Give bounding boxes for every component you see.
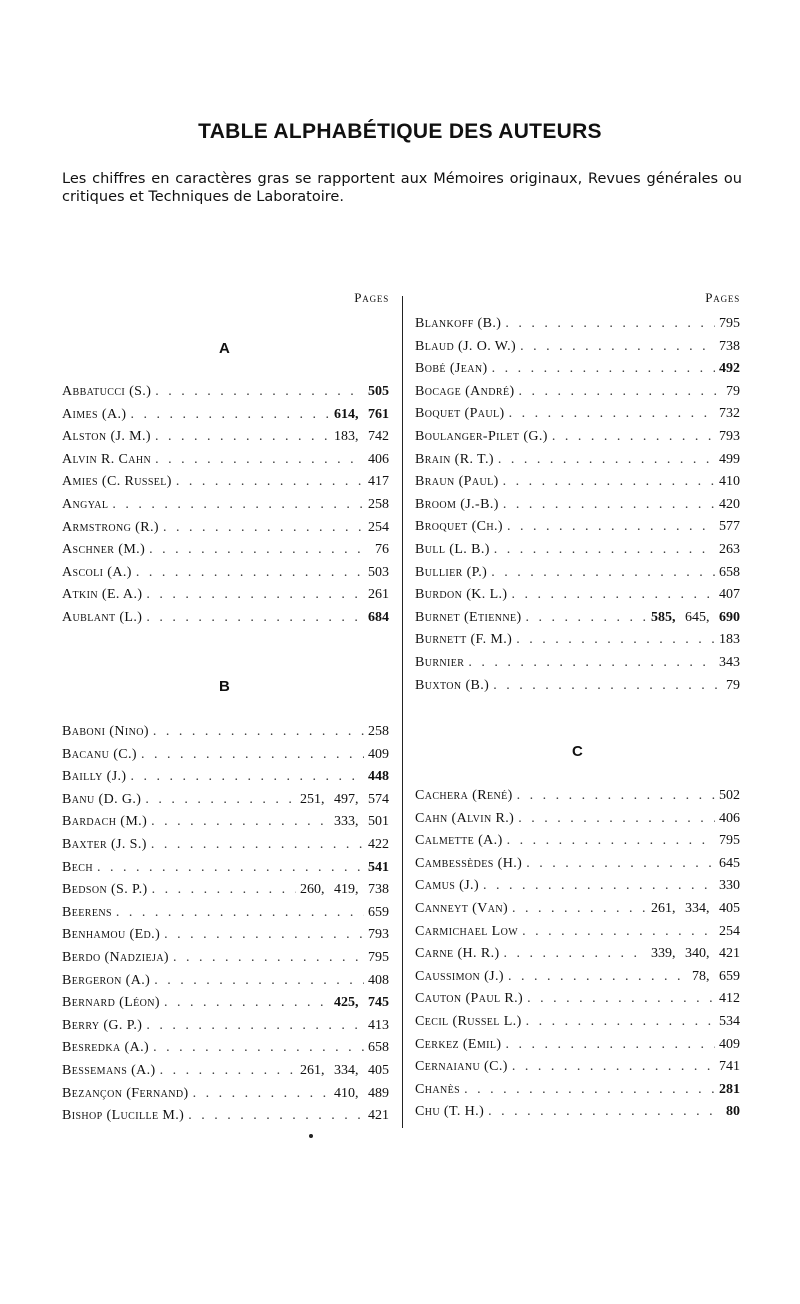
index-entry	[415, 587, 740, 609]
leader-dots	[504, 946, 647, 962]
index-entry	[415, 429, 740, 451]
author-name: Armstrong (R.)	[62, 519, 159, 535]
author-name: Cachera (René)	[415, 788, 513, 803]
author-name: Bailly (J.)	[62, 769, 127, 785]
leader-dots	[131, 769, 365, 785]
index-entry	[415, 406, 740, 428]
author-name: Angyal	[62, 497, 109, 512]
index-entry	[415, 788, 740, 810]
author-name: Burnier	[415, 655, 465, 670]
section-letter-a: A	[219, 340, 230, 357]
leader-dots	[153, 1040, 364, 1056]
leader-dots	[164, 995, 330, 1011]
author-name: Cecil (Russel L.)	[415, 1014, 522, 1029]
index-entry	[62, 474, 389, 496]
author-name: Cernaianu (C.)	[415, 1059, 508, 1075]
leader-dots	[173, 950, 364, 966]
page-numbers: 448	[368, 769, 389, 785]
author-name: Bech	[62, 859, 93, 875]
leader-dots	[149, 542, 371, 558]
author-name: Chanès	[415, 1081, 461, 1097]
author-name: Amies (C. Russel)	[62, 474, 172, 490]
page-numbers: 534	[719, 1014, 740, 1029]
index-entry	[62, 565, 389, 587]
index-entry	[415, 991, 740, 1013]
author-name: Cahn (Alvin R.)	[415, 810, 515, 826]
leader-dots	[493, 678, 722, 694]
leader-dots	[494, 542, 715, 558]
index-entry	[415, 655, 740, 677]
leader-dots	[508, 969, 688, 985]
index-entry	[62, 1018, 389, 1040]
author-name: Bessemans (A.)	[62, 1063, 156, 1078]
index-entry	[62, 1040, 389, 1062]
author-name: Aimes (A.)	[62, 406, 127, 422]
page-numbers: 793	[368, 927, 389, 943]
index-entry	[62, 950, 389, 972]
index-entry	[62, 860, 389, 882]
author-name: Canneyt (Van)	[415, 901, 509, 916]
page-numbers: 541	[368, 859, 389, 875]
leader-dots	[146, 610, 364, 626]
author-name: Blaud (J. O. W.)	[415, 338, 517, 354]
leader-dots	[522, 924, 715, 940]
index-entry	[415, 924, 740, 946]
index-entry	[62, 837, 389, 859]
author-name: Braun (Paul)	[415, 474, 499, 490]
leader-dots	[155, 452, 364, 468]
author-name: Atkin (E. A.)	[62, 587, 143, 603]
index-entry	[415, 969, 740, 991]
leader-dots	[97, 860, 364, 876]
leader-dots	[526, 1014, 715, 1030]
author-name: Chu (T. H.)	[415, 1104, 485, 1120]
author-name: Ascoli (A.)	[62, 564, 132, 580]
index-entry	[415, 946, 740, 968]
pages-header-left: Pages	[354, 290, 389, 305]
author-name: Bishop (Lucille M.)	[62, 1108, 185, 1124]
leader-dots	[146, 587, 364, 603]
index-entry	[415, 361, 740, 383]
page-numbers: 410	[719, 474, 740, 490]
page-numbers: 343	[719, 655, 740, 670]
index-entry	[62, 610, 389, 632]
leader-dots	[505, 1037, 715, 1053]
index-entry	[62, 1063, 389, 1085]
index-entry	[62, 452, 389, 474]
page-numbers: 492	[719, 361, 740, 377]
author-name: Bardach (M.)	[62, 814, 148, 830]
author-name: Berry (G. P.)	[62, 1017, 143, 1033]
page-numbers: 741	[719, 1059, 740, 1075]
page-numbers: 658	[719, 564, 740, 580]
index-entry	[415, 542, 740, 564]
leader-dots	[188, 1108, 364, 1124]
leader-dots	[518, 811, 715, 827]
author-name: Calmette (A.)	[415, 833, 503, 849]
author-name: Bullier (P.)	[415, 564, 488, 580]
page-numbers: 422	[368, 837, 389, 852]
index-entry	[415, 474, 740, 496]
page-numbers: 261, 334, 405	[651, 901, 740, 916]
page-numbers: 503	[368, 564, 389, 580]
page-numbers: 417	[368, 474, 389, 490]
leader-dots	[155, 384, 364, 400]
page-numbers: 795	[719, 316, 740, 331]
ink-speck	[309, 1134, 313, 1138]
index-entry	[415, 339, 740, 361]
leader-dots	[552, 429, 715, 445]
author-name: Baboni (Nino)	[62, 724, 149, 739]
page-numbers: 793	[719, 429, 740, 444]
leader-dots	[151, 814, 330, 830]
page-numbers: 577	[719, 519, 740, 535]
leader-dots	[512, 901, 647, 917]
leader-dots	[468, 655, 715, 671]
author-name: Burnet (Etienne)	[415, 609, 522, 625]
leader-dots	[517, 788, 715, 804]
author-name: Bezançon (Fernand)	[62, 1085, 189, 1101]
leader-dots	[505, 316, 715, 332]
index-entry	[62, 973, 389, 995]
author-name: Berdo (Nadzieja)	[62, 950, 169, 965]
index-entry	[62, 520, 389, 542]
index-entry	[62, 407, 389, 429]
page-numbers: 258	[368, 497, 389, 512]
leader-dots	[136, 565, 364, 581]
page-numbers: 258	[368, 724, 389, 739]
author-name: Bull (L. B.)	[415, 542, 490, 557]
leader-dots	[130, 407, 330, 423]
page-numbers: 425, 745	[334, 995, 389, 1011]
leader-dots	[498, 452, 715, 468]
author-name: Beerens	[62, 904, 112, 920]
author-name: Cauton (Paul R.)	[415, 991, 524, 1007]
index-entry	[62, 1086, 389, 1108]
leader-dots	[164, 927, 364, 943]
page-numbers: 261	[368, 587, 389, 603]
page-numbers: 183, 742	[334, 429, 389, 445]
page-numbers: 263	[719, 542, 740, 557]
author-name: Broom (J.-B.)	[415, 496, 499, 512]
index-entry	[415, 1104, 740, 1126]
author-name: Cambessèdes (H.)	[415, 855, 523, 871]
leader-dots	[488, 1104, 722, 1120]
leader-dots	[145, 792, 296, 808]
page-numbers: 408	[368, 972, 389, 988]
leader-dots	[116, 905, 364, 921]
author-name: Bocage (André)	[415, 383, 515, 399]
page-numbers: 79	[726, 677, 740, 693]
leader-dots	[491, 565, 715, 581]
author-name: Baxter (J. S.)	[62, 837, 147, 852]
page-title: TABLE ALPHABÉTIQUE DES AUTEURS	[198, 120, 602, 143]
page-numbers: 502	[719, 788, 740, 803]
author-name: Bobé (Jean)	[415, 361, 488, 377]
leader-dots	[154, 973, 364, 989]
index-entry	[415, 452, 740, 474]
column-divider	[402, 296, 403, 1128]
author-name: Carmichael Low	[415, 923, 519, 939]
leader-dots	[503, 497, 715, 513]
leader-dots	[527, 991, 715, 1007]
index-entry	[62, 384, 389, 406]
leader-dots	[511, 587, 715, 603]
page-numbers: 251, 497, 574	[300, 791, 389, 807]
index-entry	[62, 882, 389, 904]
index-entry	[415, 610, 740, 632]
index-entry	[62, 1108, 389, 1130]
page-numbers: 421	[368, 1108, 389, 1124]
page-numbers: 407	[719, 587, 740, 603]
author-name: Abbatucci (S.)	[62, 384, 152, 399]
index-entry	[62, 429, 389, 451]
leader-dots	[160, 1063, 296, 1079]
leader-dots	[483, 878, 715, 894]
page-numbers: 413	[368, 1017, 389, 1033]
index-entry	[415, 1059, 740, 1081]
index-entry	[415, 901, 740, 923]
index-entry	[62, 769, 389, 791]
leader-dots	[526, 610, 647, 626]
leader-dots	[492, 361, 715, 377]
page-numbers: 614, 761	[334, 406, 389, 422]
index-entry	[415, 1082, 740, 1104]
section-letter-c: C	[572, 743, 583, 760]
author-name: Boulanger-Pilet (G.)	[415, 429, 548, 444]
page-numbers: 795	[719, 833, 740, 849]
page-numbers: 659	[368, 904, 389, 920]
leader-dots	[163, 520, 364, 536]
author-name: Cerkez (Emil)	[415, 1036, 502, 1052]
index-entry	[415, 1037, 740, 1059]
page-numbers: 645	[719, 855, 740, 871]
leader-dots	[507, 833, 715, 849]
left-column	[62, 0, 389, 1304]
author-name: Caussimon (J.)	[415, 968, 504, 984]
page-numbers: 330	[719, 878, 740, 894]
index-entry	[415, 565, 740, 587]
index-entry	[62, 792, 389, 814]
page-numbers: 406	[368, 451, 389, 467]
leader-dots	[152, 882, 296, 898]
index-entry	[62, 927, 389, 949]
leader-dots	[519, 384, 722, 400]
leader-dots	[193, 1086, 330, 1102]
page-numbers: 80	[726, 1104, 740, 1120]
leader-dots	[507, 519, 715, 535]
author-name: Bergeron (A.)	[62, 972, 151, 988]
author-name: Camus (J.)	[415, 878, 480, 894]
intro-paragraph: Les chiffres en caractères gras se rapportent aux Mémoires originaux, Revues générales ou critiques et Techniques de Laboratoire.	[62, 171, 742, 205]
index-entry	[62, 724, 389, 746]
author-name: Blankoff (B.)	[415, 316, 502, 331]
page-numbers: 684	[368, 610, 389, 625]
index-entry	[62, 814, 389, 836]
page-numbers: 412	[719, 991, 740, 1007]
author-name: Burdon (K. L.)	[415, 587, 508, 603]
page-numbers: 281	[719, 1081, 740, 1097]
leader-dots	[520, 339, 715, 355]
index-entry	[415, 878, 740, 900]
right-column	[415, 0, 740, 1304]
leader-dots	[512, 1059, 715, 1075]
author-name: Bedson (S. P.)	[62, 882, 148, 898]
author-name: Benhamou (Ed.)	[62, 927, 161, 943]
page-numbers: 410, 489	[334, 1085, 389, 1101]
index-entry	[415, 384, 740, 406]
author-name: Bernard (Léon)	[62, 995, 160, 1011]
page-numbers: 79	[726, 383, 740, 399]
page-numbers: 183	[719, 632, 740, 648]
page-numbers: 254	[719, 923, 740, 939]
author-name: Alston (J. M.)	[62, 429, 151, 445]
author-name: Broquet (Ch.)	[415, 519, 503, 535]
page-numbers: 738	[719, 338, 740, 354]
page-numbers: 254	[368, 519, 389, 535]
index-entry	[62, 995, 389, 1017]
page-numbers: 585, 645, 690	[651, 609, 740, 625]
author-name: Boquet (Paul)	[415, 406, 505, 422]
index-entry	[415, 632, 740, 654]
leader-dots	[153, 724, 364, 740]
page-numbers: 409	[368, 746, 389, 762]
index-entry	[415, 678, 740, 700]
leader-dots	[141, 747, 364, 763]
page-numbers: 409	[719, 1036, 740, 1052]
author-name: Bacanu (C.)	[62, 746, 137, 762]
leader-dots	[503, 474, 715, 490]
index-entry	[415, 519, 740, 541]
index-entry	[415, 316, 740, 338]
leader-dots	[516, 632, 715, 648]
index-entry	[415, 1014, 740, 1036]
page-numbers: 333, 501	[334, 814, 389, 830]
page-numbers: 732	[719, 406, 740, 422]
page-numbers: 261, 334, 405	[300, 1063, 389, 1078]
page-numbers: 339, 340, 421	[651, 946, 740, 962]
leader-dots	[151, 837, 364, 853]
index-entry	[415, 497, 740, 519]
pages-header-right: Pages	[705, 290, 740, 305]
page-numbers: 260, 419, 738	[300, 882, 389, 898]
author-name: Besredka (A.)	[62, 1040, 150, 1056]
author-name: Banu (D. G.)	[62, 791, 142, 807]
author-name: Alvin R. Cahn	[62, 451, 152, 467]
page-numbers: 658	[368, 1040, 389, 1056]
leader-dots	[176, 474, 364, 490]
leader-dots	[155, 429, 330, 445]
leader-dots	[509, 406, 715, 422]
author-name: Carne (H. R.)	[415, 946, 500, 962]
index-entry	[62, 542, 389, 564]
section-letter-b: B	[219, 678, 230, 695]
index-entry	[62, 497, 389, 519]
index-entry	[62, 587, 389, 609]
author-name: Brain (R. T.)	[415, 451, 494, 467]
leader-dots	[146, 1018, 364, 1034]
author-name: Aublant (L.)	[62, 610, 143, 625]
index-entry	[415, 833, 740, 855]
page-numbers: 406	[719, 810, 740, 826]
page-numbers: 76	[375, 542, 389, 558]
leader-dots	[112, 497, 364, 513]
index-entry	[62, 905, 389, 927]
page-numbers: 795	[368, 950, 389, 965]
author-name: Buxton (B.)	[415, 677, 490, 693]
author-name: Burnett (F. M.)	[415, 632, 513, 648]
index-entry	[415, 811, 740, 833]
leader-dots	[464, 1082, 715, 1098]
page-numbers: 420	[719, 496, 740, 512]
page-numbers: 78, 659	[692, 968, 740, 984]
index-entry	[62, 747, 389, 769]
leader-dots	[526, 856, 715, 872]
page-numbers: 499	[719, 451, 740, 467]
author-name: Aschner (M.)	[62, 542, 146, 558]
index-entry	[415, 856, 740, 878]
page-numbers: 505	[368, 384, 389, 399]
